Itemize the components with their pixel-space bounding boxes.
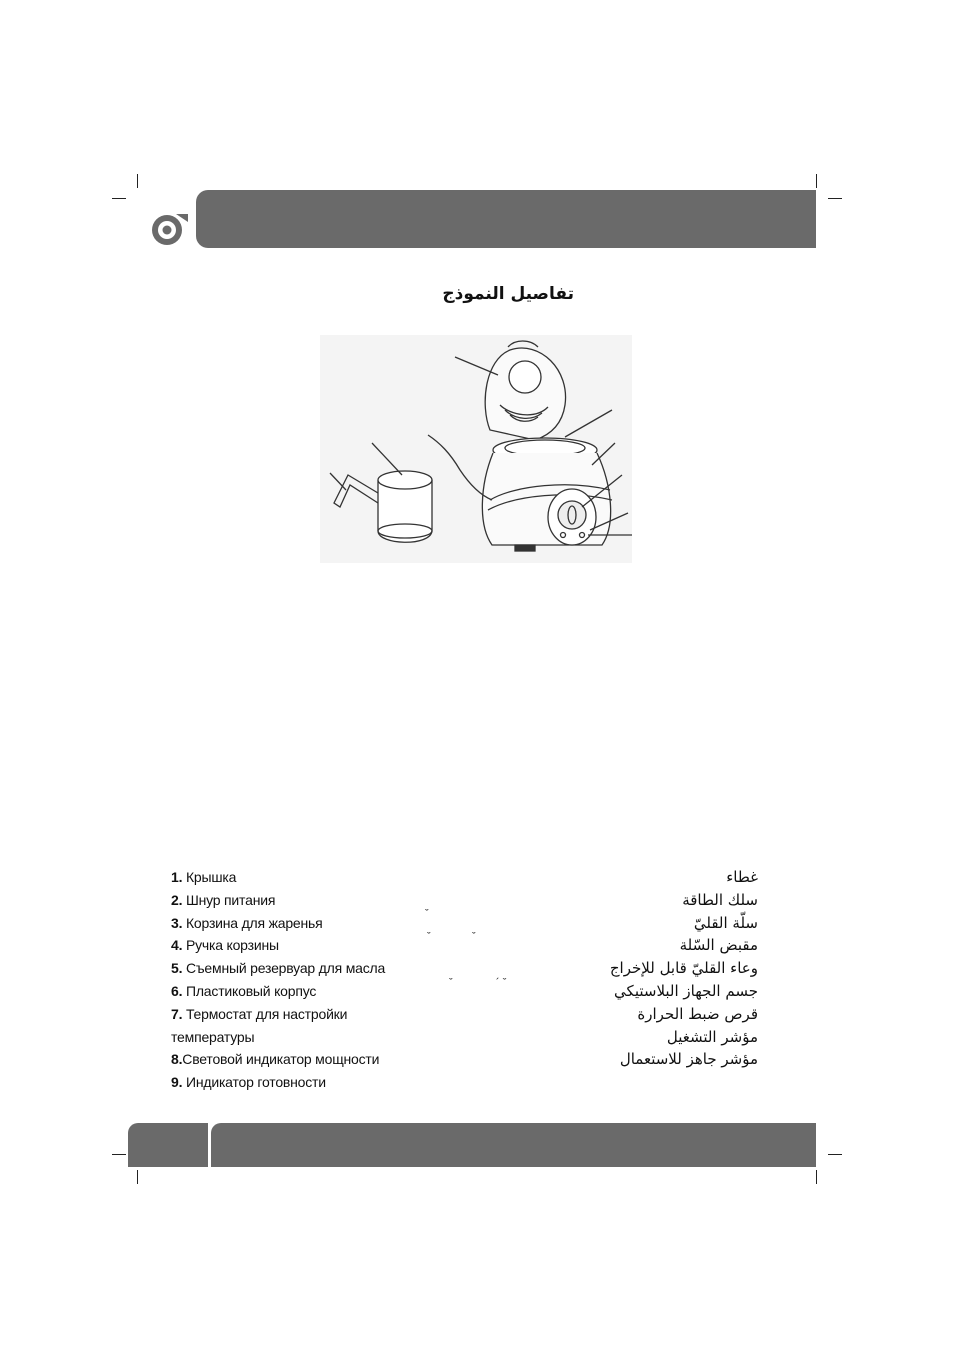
deep-fryer-diagram bbox=[320, 335, 632, 563]
crop-mark-top-right-h bbox=[828, 198, 842, 199]
crop-mark-bottom-left-h bbox=[112, 1154, 126, 1155]
list-item: جسم الجهاز البلاستيكي bbox=[614, 981, 758, 1000]
list-item: 5. Съемный резервуар для масла bbox=[171, 960, 386, 977]
parts-list-russian bbox=[171, 866, 471, 1094]
stray-mark: ˇ bbox=[449, 977, 453, 989]
list-item: 9. Индикатор готовности bbox=[171, 1074, 326, 1091]
list-item: سلك الطاقة bbox=[682, 890, 758, 909]
list-item: غطاء bbox=[726, 868, 758, 886]
footer-page-tab bbox=[128, 1123, 208, 1167]
stray-mark: ˇ bbox=[472, 931, 476, 943]
page-title: تفاصيل النموذج bbox=[442, 284, 574, 304]
list-item: وعاء القليّ قابل للإخراج bbox=[609, 959, 758, 978]
list-item: قرص ضبط الحرارة bbox=[637, 1004, 758, 1023]
parts-list-arabic bbox=[560, 866, 758, 1071]
list-item: سلّة القليّ bbox=[693, 913, 758, 932]
crop-mark-top-right-v bbox=[816, 174, 817, 188]
crop-mark-bottom-left-v bbox=[137, 1170, 138, 1184]
list-item: مقبض السّلة bbox=[679, 936, 758, 955]
list-item: مؤشر التشغيل bbox=[666, 1027, 758, 1046]
crop-mark-top-left-h bbox=[112, 198, 126, 199]
thermostat-knob-illustration bbox=[558, 501, 586, 529]
list-item: مؤشر جاهز للاستعمال bbox=[619, 1050, 758, 1069]
stray-mark: ˇ bbox=[427, 931, 431, 943]
list-item: 4. Ручка корзины bbox=[171, 937, 279, 954]
list-item: 1. Крышка bbox=[171, 869, 237, 885]
list-item: 8.Световой индикатор мощности bbox=[171, 1051, 380, 1068]
crop-mark-top-left-v bbox=[137, 174, 138, 188]
brand-logo-icon bbox=[148, 208, 190, 250]
list-item: температуры bbox=[171, 1028, 255, 1045]
list-item: 6. Пластиковый корпус bbox=[171, 982, 317, 999]
list-item: 7. Термостат для настройки bbox=[171, 1005, 348, 1022]
crop-mark-bottom-right-v bbox=[816, 1170, 817, 1184]
list-item: 3. Корзина для жаренья bbox=[171, 914, 323, 931]
header-bar bbox=[196, 190, 816, 248]
stray-mark: ´ ˇ bbox=[496, 977, 507, 989]
crop-mark-bottom-right-h bbox=[828, 1154, 842, 1155]
footer-bar bbox=[211, 1123, 816, 1167]
stray-mark: ˇ bbox=[425, 908, 429, 920]
list-item: 2. Шнур питания bbox=[171, 891, 276, 908]
